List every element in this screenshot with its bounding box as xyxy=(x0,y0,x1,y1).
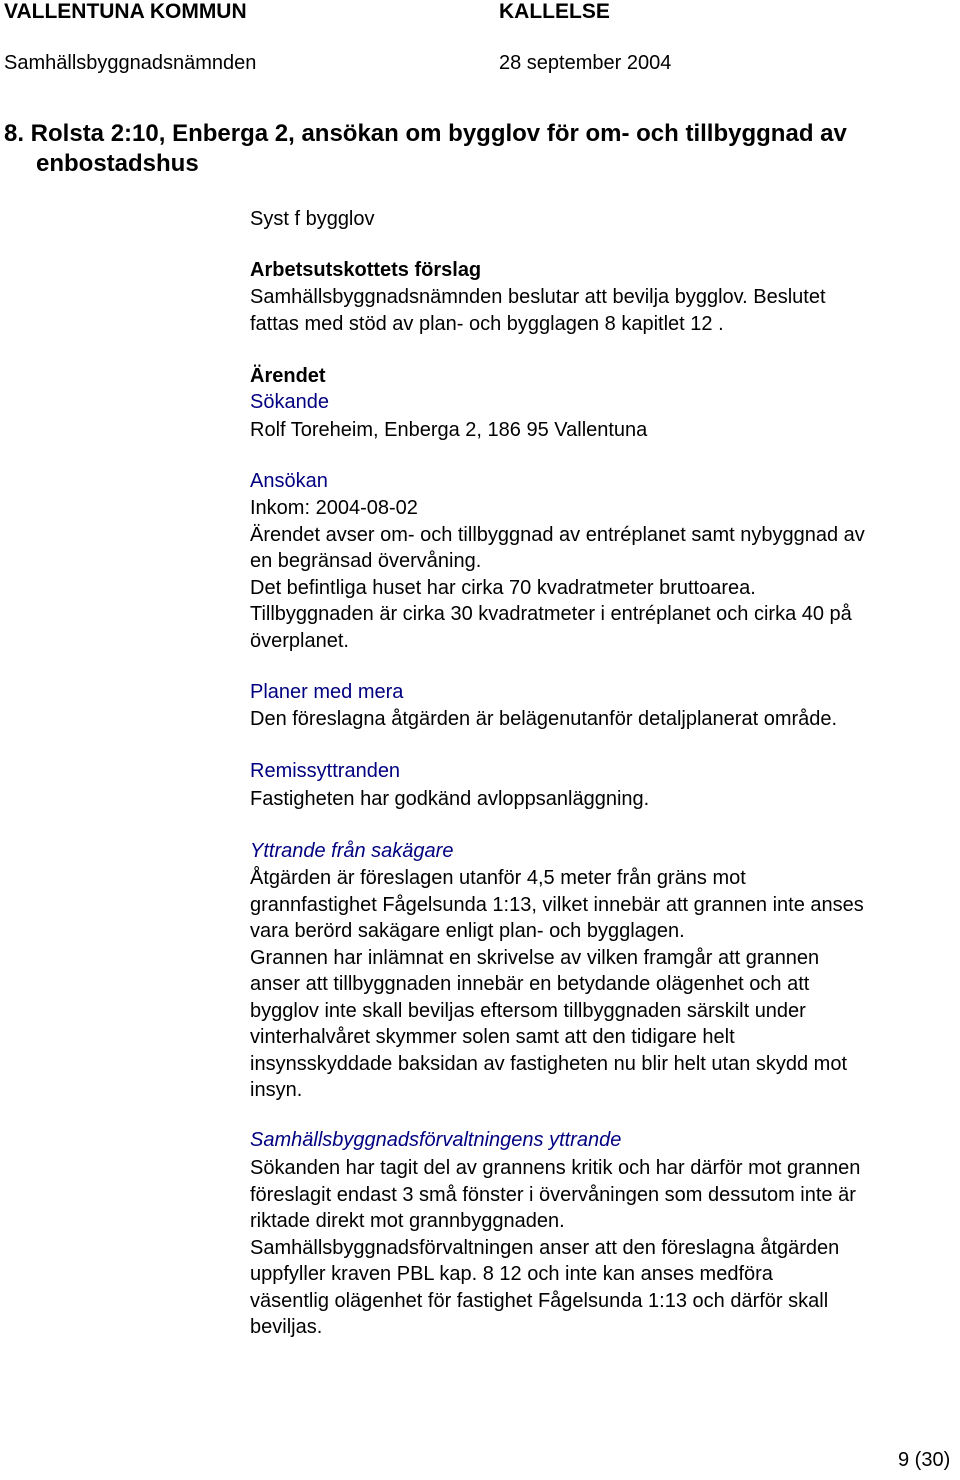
meeting-date: 28 september 2004 xyxy=(499,52,672,74)
application-label: Ansökan xyxy=(250,470,328,492)
admin-line: uppfyller kraven PBL kap. 8 12 och inte kan anses medföra xyxy=(250,1263,773,1285)
application-line: Det befintliga huset har cirka 70 kvadratmeter bruttoarea. xyxy=(250,576,756,599)
admin-line: Sökanden har tagit del av grannens kritik och har därför mot grannen xyxy=(250,1157,861,1179)
matter-heading: Ärendet xyxy=(250,365,326,387)
admin-line: riktade direkt mot grannbyggnaden. xyxy=(250,1210,565,1232)
neighbour-label: Yttrande från sakägare xyxy=(250,840,454,862)
applicant-value: Rolf Toreheim, Enberga 2, 186 95 Vallentuna xyxy=(250,419,648,441)
proposal-line-1: Samhällsbyggnadsnämnden beslutar att bevilja bygglov. Beslutet xyxy=(250,286,826,308)
neighbour-line: insyn. xyxy=(250,1079,303,1101)
neighbour-line: vinterhalvåret skymmer solen samt att den tidigare helt xyxy=(250,1026,735,1048)
item-title-line-2: enbostadshus xyxy=(36,150,199,177)
referral-text: Fastigheten har godkänd avloppsanläggning. xyxy=(250,788,650,810)
application-line: Tillbyggnaden är cirka 30 kvadratmeter i entréplanet och cirka 40 på xyxy=(250,603,852,625)
neighbour-line: Åtgärden är föreslagen utanför 4,5 meter från gräns mot xyxy=(250,867,746,889)
admin-line: föreslagit endast 3 små fönster i övervåningen som dessutom inte är xyxy=(250,1183,856,1206)
application-text xyxy=(250,495,950,654)
application-line: överplanet. xyxy=(250,629,349,652)
admin-line: väsentlig olägenhet för fastighet Fågelsunda 1:13 och därför skall xyxy=(250,1289,829,1312)
application-line: en begränsad övervåning. xyxy=(250,550,482,572)
proposal-line-2-text: fattas med stöd av plan- och bygglagen 8 kapitlet 12 . xyxy=(250,312,724,335)
neighbour-line: bygglov inte skall beviljas eftersom tillbyggnaden särskilt under xyxy=(250,999,806,1022)
committee-name: Samhällsbyggnadsnämnden xyxy=(4,52,257,74)
application-line: Ärendet avser om- och tillbyggnad av entréplanet samt nybyggnad av xyxy=(250,523,865,546)
plans-text: Den föreslagna åtgärden är belägenutanför detaljplanerat område. xyxy=(250,708,838,730)
neighbour-line: vara berörd sakägare enligt plan- och bygglagen. xyxy=(250,920,685,942)
case-handler: Syst f bygglov xyxy=(250,208,375,230)
application-line: Inkom: 2004-08-02 xyxy=(250,497,418,519)
admin-label: Samhällsbyggnadsförvaltningens yttrande xyxy=(250,1129,622,1151)
neighbour-text xyxy=(250,865,950,1104)
admin-line: beviljas. xyxy=(250,1316,323,1338)
admin-text xyxy=(250,1155,950,1341)
referral-label: Remissyttranden xyxy=(250,760,401,782)
neighbour-line: Grannen har inlämnat en skrivelse av vilken framgår att grannen xyxy=(250,946,820,969)
page-number: 9 (30) xyxy=(898,1449,951,1471)
neighbour-line: grannfastighet Fågelsunda 1:13, vilket innebär att grannen inte anses xyxy=(250,893,864,916)
applicant-label: Sökande xyxy=(250,391,329,413)
proposal-line-2 xyxy=(250,311,950,338)
proposal-heading: Arbetsutskottets förslag xyxy=(250,259,482,281)
document-type: KALLELSE xyxy=(499,0,610,23)
neighbour-line: anser att tillbyggnaden innebär en betydande olägenhet och att xyxy=(250,973,810,995)
neighbour-line: insynsskyddade baksidan av fastigheten nu blir helt utan skydd mot xyxy=(250,1052,848,1075)
item-title-line-1: 8. Rolsta 2:10, Enberga 2, ansökan om bygglov för om- och tillbyggnad av xyxy=(4,120,847,147)
admin-line: Samhällsbyggnadsförvaltningen anser att den föreslagna åtgärden xyxy=(250,1236,840,1259)
organisation-name: VALLENTUNA KOMMUN xyxy=(4,0,247,23)
proposal-text xyxy=(250,284,950,337)
plans-label: Planer med mera xyxy=(250,681,404,703)
